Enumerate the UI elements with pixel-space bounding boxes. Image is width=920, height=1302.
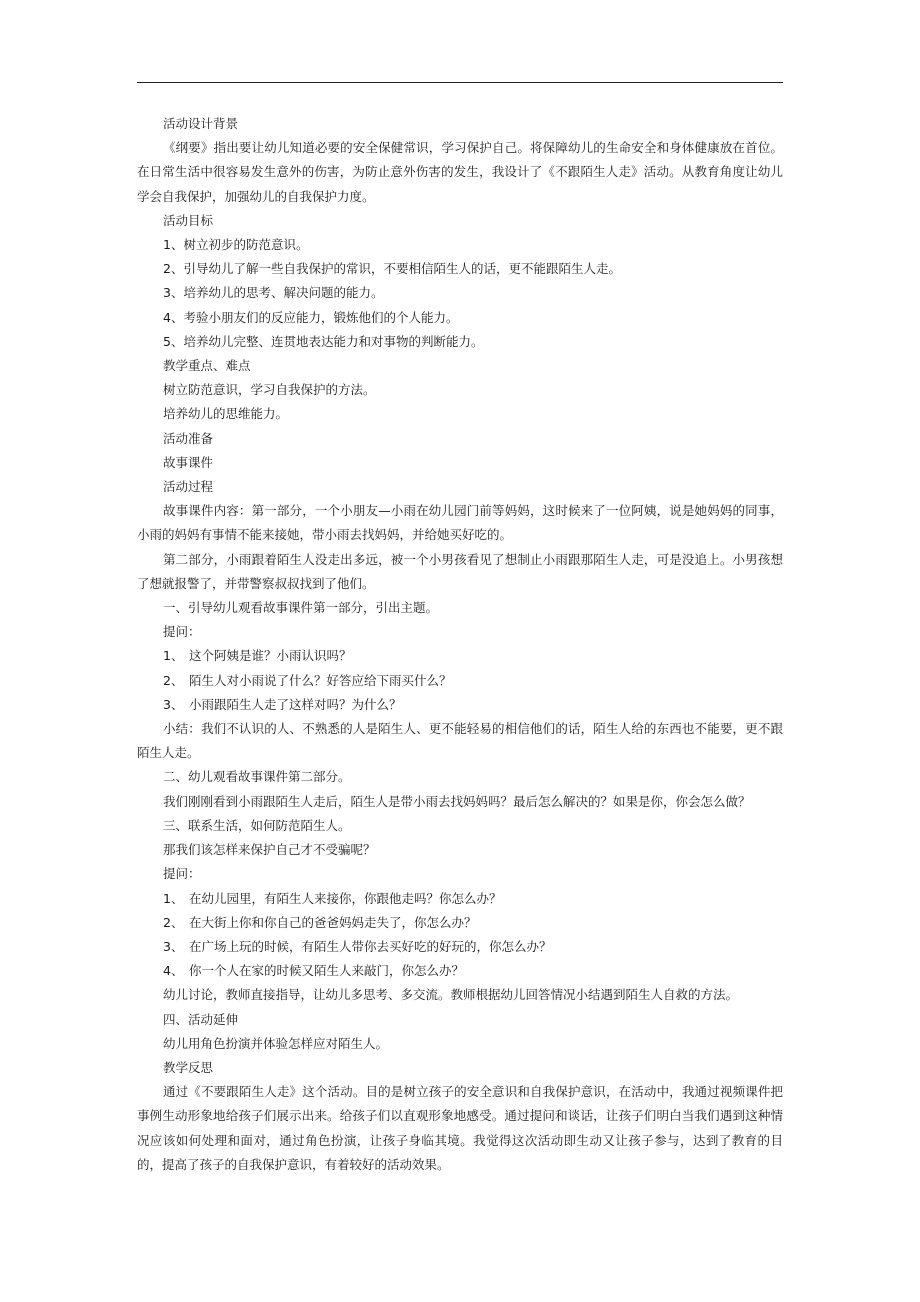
item-number: 1、: [163, 890, 184, 906]
section-line: 活动过程: [163, 479, 214, 495]
question-item: [137, 935, 783, 959]
item-text: 在广场上玩的时候，有陌生人带你去买好吃的好玩的，你怎么办？: [189, 938, 552, 954]
section-line: 树立防范意识，学习自我保护的方法。: [163, 382, 376, 398]
section-line: 一、引导幼儿观看故事课件第一部分，引出主题。: [163, 600, 439, 616]
paragraph: 故事课件内容：第一部分，一个小朋友—小雨在幼儿园门前等妈妈，这时候来了一位阿姨，说是她妈妈的同事，小雨的妈妈有事情不能来接她，带小雨去找妈妈，并给她买好吃的。: [137, 503, 783, 543]
item-text: 陌生人对小雨说了什么？好答应给下雨买什么？: [189, 672, 452, 688]
item-text: 树立初步的防范意识。: [183, 237, 309, 253]
section-line: 幼儿用角色扮演并体验怎样应对陌生人。: [163, 1035, 389, 1051]
item-text: 考验小朋友们的反应能力，锻炼他们的个人能力。: [183, 309, 459, 325]
item-number: 4、: [163, 963, 184, 979]
question-item: [137, 887, 783, 911]
goal-item: [137, 233, 783, 257]
document-body: [137, 112, 783, 1177]
section-line: 我们刚刚看到小雨跟陌生人走后，陌生人是带小雨去找妈妈吗？最后怎么解决的？如果是你，你会怎么做？: [163, 793, 751, 809]
section-line: 四、活动延伸: [163, 1011, 239, 1027]
item-number: 2、: [163, 914, 184, 930]
section-line: 幼儿讨论，教师直接指导，让幼儿多思考、多交流。教师根据幼儿回答情况小结遇到陌生人自救的方法。: [163, 987, 739, 1003]
item-number: 3、: [163, 285, 184, 301]
section-line: 培养幼儿的思维能力。: [163, 406, 289, 422]
section-line: 那我们该怎样来保护自己才不受骗呢？: [163, 842, 376, 858]
section-line: 活动准备: [163, 430, 214, 446]
question-item: [137, 644, 783, 668]
section-line: 三、联系生活，如何防范陌生人。: [163, 817, 351, 833]
item-number: 3、: [163, 696, 184, 712]
section-line: 活动目标: [163, 212, 214, 228]
section-line: 活动设计背景: [163, 116, 239, 131]
item-text: 小雨跟陌生人走了这样对吗？为什么？: [189, 696, 402, 712]
paragraph: 小结：我们不认识的人、不熟悉的人是陌生人、更不能轻易的相信他们的话，陌生人给的东西也不能要，更不跟陌生人走。: [137, 721, 783, 761]
item-text: 你一个人在家的时候又陌生人来敲门，你怎么办？: [189, 963, 465, 979]
item-text: 培养幼儿的思考、解决问题的能力。: [183, 285, 384, 301]
question-item: [137, 959, 783, 983]
paragraph: 《纲要》指出要让幼儿知道必要的安全保健常识，学习保护自己。将保障幼儿的生命安全和身体健康放在首位。在日常生活中很容易发生意外的伤害，为防止意外伤害的发生，我设计了《不跟陌生人走》活动。从教育角度让幼儿学会自我保护，加强幼儿的自我保护力度。: [137, 140, 783, 204]
item-number: 3、: [163, 938, 184, 954]
section-line: 提问：: [163, 866, 201, 882]
item-number: 2、: [163, 672, 184, 688]
item-number: 5、: [163, 333, 184, 349]
item-text: 在大街上你和你自己的爸爸妈妈走失了，你怎么办？: [189, 914, 477, 930]
item-text: 引导幼儿了解一些自我保护的常识，不要相信陌生人的话，更不能跟陌生人走。: [183, 261, 621, 277]
goal-item: [137, 330, 783, 354]
item-number: 1、: [163, 648, 184, 664]
section-line: 故事课件: [163, 454, 214, 470]
question-item: [137, 693, 783, 717]
section-line: 教学反思: [163, 1059, 214, 1075]
item-number: 4、: [163, 309, 184, 325]
item-text: 这个阿姨是谁？小雨认识吗？: [189, 648, 352, 664]
goal-item: [137, 281, 783, 305]
item-text: 在幼儿园里，有陌生人来接你，你跟他走吗？你怎么办？: [189, 890, 502, 906]
section-line: 二、幼儿观看故事课件第二部分。: [163, 769, 351, 785]
goal-item: [137, 306, 783, 330]
paragraph: 第二部分，小雨跟着陌生人没走出多远，被一个小男孩看见了想制止小雨跟那陌生人走，可是没追上。小男孩想了想就报警了，并带警察叔叔找到了他们。: [137, 551, 783, 591]
item-text: 培养幼儿完整、连贯地表达能力和对事物的判断能力。: [183, 333, 484, 349]
goal-item: [137, 257, 783, 281]
question-item: [137, 911, 783, 935]
section-line: 教学重点、难点: [163, 358, 251, 374]
header-rule: [137, 82, 783, 83]
item-number: 1、: [163, 237, 184, 253]
question-item: [137, 669, 783, 693]
item-number: 2、: [163, 261, 184, 277]
section-line: 提问：: [163, 624, 201, 640]
paragraph: 通过《不要跟陌生人走》这个活动。目的是树立孩子的安全意识和自我保护意识，在活动中，我通过视频课件把事例生动形象地给孩子们展示出来。给孩子们以直观形象地感受。通过提问和谈话，让孩子们明白当我们遇到这种情况应该如何处理和面对，通过角色扮演，让孩子身临其境。我觉得这次活动即生动又让孩子参与，达到了教育的目的，提高了孩子的自我保护意识，有着较好的活动效果。: [137, 1084, 783, 1172]
